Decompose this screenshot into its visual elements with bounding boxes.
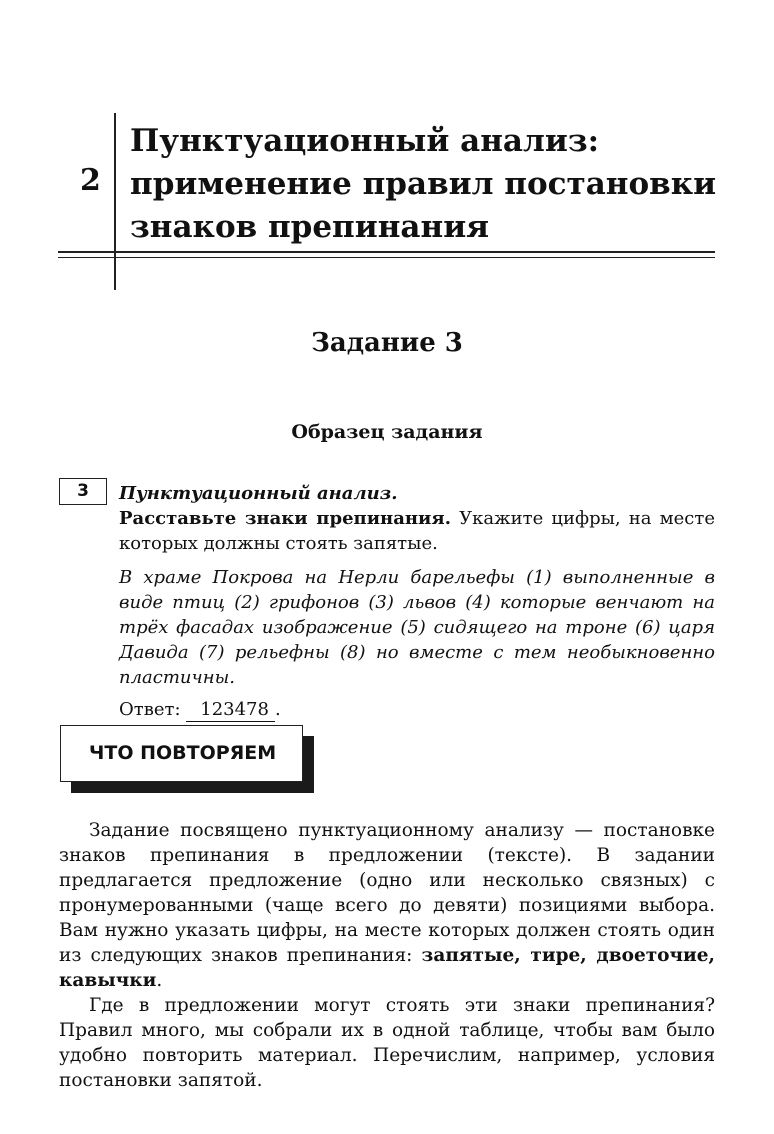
- chapter-vertical-rule: [114, 113, 116, 290]
- review-title-box: ЧТО ПОВТОРЯЕМ: [60, 725, 303, 782]
- chapter-title-line-2: применение правил постановки: [130, 166, 717, 202]
- task-instruction-bold: Расставьте знаки препинания.: [119, 508, 451, 529]
- paragraph-1: [59, 818, 715, 993]
- chapter-horizontal-rule-thin: [58, 257, 715, 258]
- answer-row: [119, 697, 715, 722]
- task-body: [119, 481, 715, 722]
- answer-value: 123478: [186, 699, 275, 722]
- sample-heading: Образец задания: [291, 421, 483, 443]
- chapter-horizontal-rule: [58, 251, 715, 253]
- chapter-number: 2: [80, 163, 101, 198]
- chapter-title-line-1: Пунктуационный анализ:: [130, 123, 600, 159]
- paragraph-1-end: .: [156, 970, 163, 991]
- task-heading: Задание 3: [311, 328, 463, 358]
- task-type: Пунктуационный анализ.: [119, 483, 398, 504]
- task-number-box: 3: [59, 478, 107, 505]
- answer-label: Ответ:: [119, 699, 187, 720]
- chapter-title: [130, 120, 730, 249]
- paragraph-1-text: Задание посвящено пунктуационному анализу — постановке знаков препинания в предложении (тексте). В задании предлагается предложение (одно или несколько связных) с пронумерованными (чаще всего до девяти) позициями выбора. Вам нужно указать цифры, на месте которых должен стоять один из следующих знаков препинания:: [59, 820, 715, 966]
- main-text: [59, 818, 715, 1093]
- task-instruction: [119, 506, 715, 556]
- paragraph-1-bold: запятые, тире, двоеточие, кавычки: [59, 945, 715, 991]
- chapter-title-line-3: знаков препинания: [130, 209, 490, 245]
- answer-end: .: [274, 699, 281, 720]
- task-instruction-rest: Укажите цифры, на месте которых должны стоять запятые.: [119, 508, 715, 554]
- paragraph-2: Где в предложении могут стоять эти знаки препинания? Правил много, мы собрали их в одной таблице, чтобы вам было удобно повторить материал. Перечислим, например, условия постановки запятой.: [59, 995, 715, 1091]
- task-sentence: В храме Покрова на Нерли барельефы (1) выполненные в виде птиц (2) грифонов (3) львов (4) которые венчают на трёх фасадах изображение (5) сидящего на троне (6) царя Давида (7) рельефны (8) но вместе с тем необыкновенно пластичны.: [119, 567, 715, 688]
